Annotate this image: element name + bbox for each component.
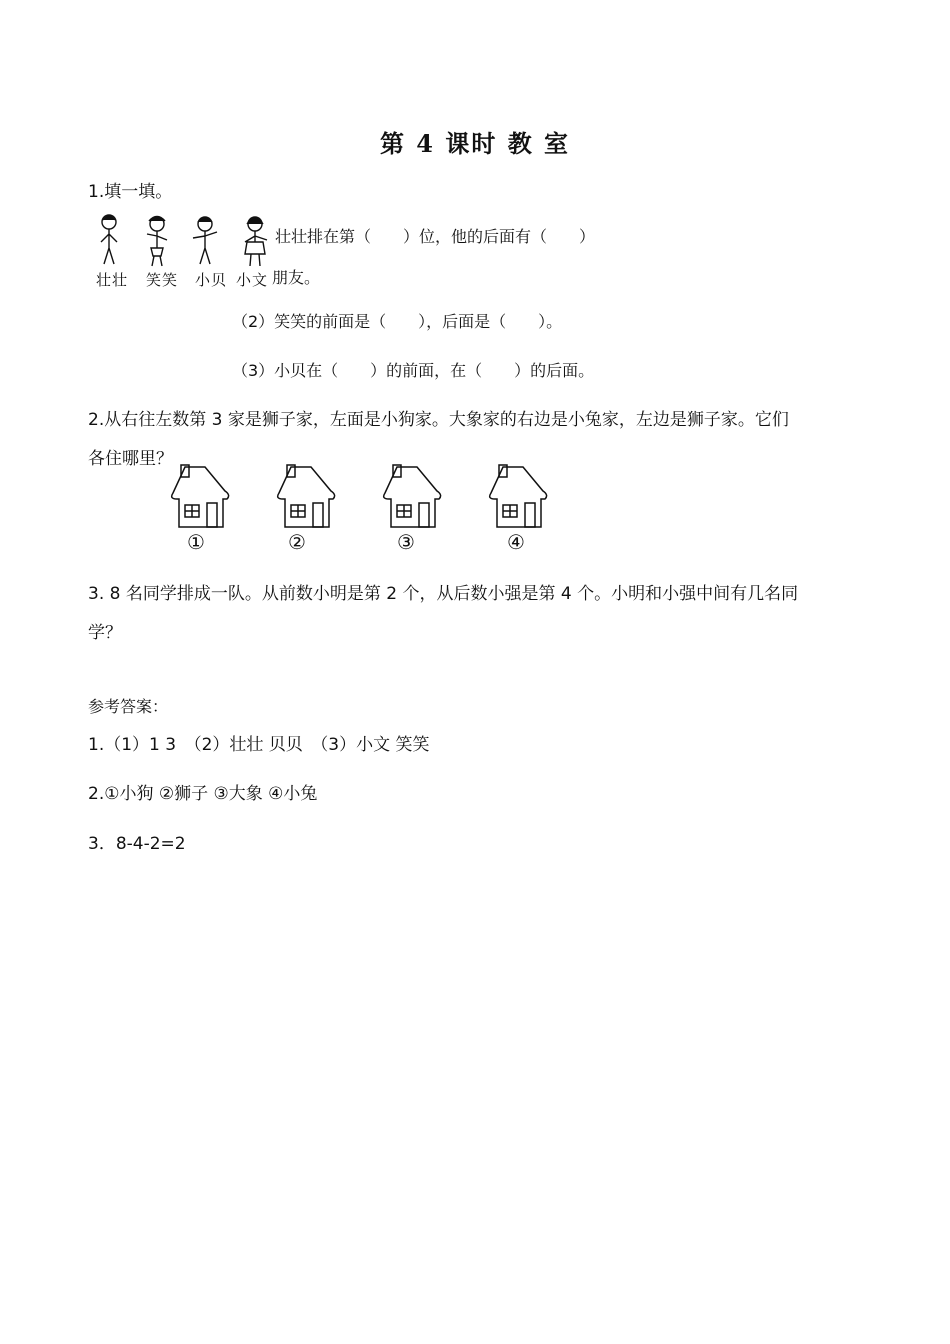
q1-part1-line2: 朋友。: [272, 268, 321, 287]
answers-heading: 参考答案：: [88, 697, 169, 716]
q3-line2: 学？: [88, 623, 122, 643]
house-number-3: ③: [397, 530, 415, 554]
q3-line1: 3. 8 名同学排成一队。从前数小明是第 2 个，从后数小强是第 4 个。小明和小强中间有几名同: [88, 584, 799, 604]
house-number-4: ④: [507, 530, 525, 554]
kid-figure: [101, 215, 117, 264]
q1-part3: （3）小贝在（ ）的前面，在（ ）的后面。: [232, 361, 595, 380]
house-icon: [384, 465, 441, 527]
page-title: 第 4 课时 教 室: [379, 129, 571, 158]
q2-line2: 各住哪里？: [88, 449, 173, 469]
answer-2: 2.①小狗 ②狮子 ③大象 ④小兔: [88, 784, 318, 804]
q1-heading: 1.填一填。: [88, 182, 173, 202]
kid-label-zhuangzhuang: 壮壮: [96, 271, 129, 289]
houses-illustration: [165, 463, 555, 531]
q2-line1: 2.从右往左数第 3 家是狮子家，左面是小狗家。大象家的右边是小兔家，左边是狮子家。它们: [88, 410, 789, 430]
kid-label-xiaoxiao: 笑笑: [146, 271, 179, 289]
q1-part1-line1: 壮壮排在第（ ）位，他的后面有（ ）: [275, 227, 596, 246]
kid-figure: [193, 217, 217, 264]
kids-illustration: [95, 212, 275, 270]
answer-1: 1.（1）1 3 （2）壮壮 贝贝 （3）小文 笑笑: [88, 735, 430, 755]
house-icon: [278, 465, 335, 527]
answer-3: 3．8-4-2=2: [88, 834, 186, 854]
house-icon: [172, 465, 229, 527]
kid-label-xiaowen: 小文: [236, 271, 269, 289]
kid-label-xiaobei: 小贝: [195, 271, 228, 289]
kid-figure: [147, 217, 167, 267]
house-icon: [490, 465, 547, 527]
house-number-2: ②: [288, 530, 306, 554]
kid-figure: [245, 217, 267, 266]
q1-part2: （2）笑笑的前面是（ ），后面是（ ）。: [232, 312, 563, 331]
house-number-1: ①: [187, 530, 205, 554]
